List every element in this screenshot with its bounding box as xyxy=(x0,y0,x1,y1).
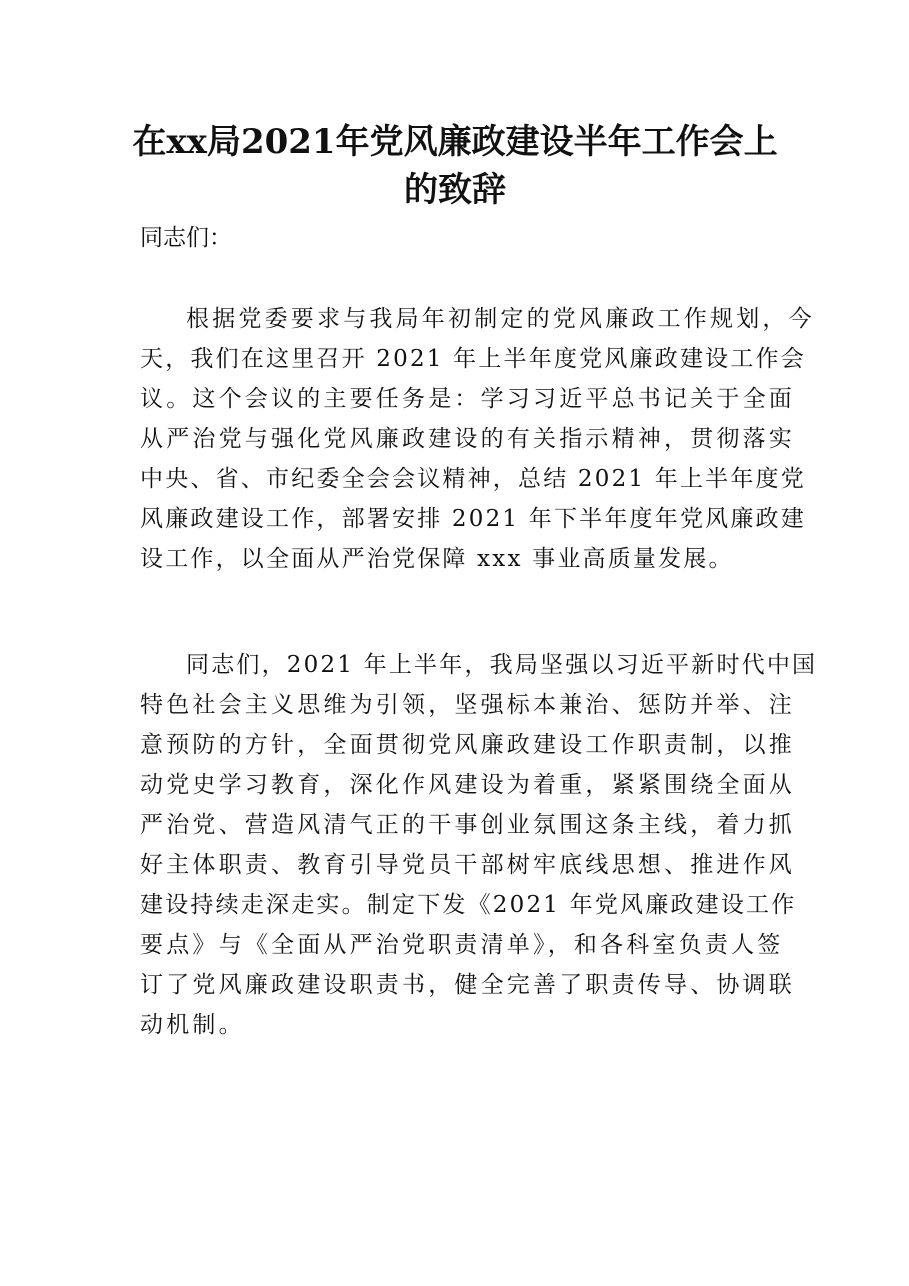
paragraph-line: 根据党委要求与我局年初制定的党风廉政工作规划，今 xyxy=(186,306,815,332)
paragraph-line: 好主体职责、教育引导党员干部树牢底线思想、推进作风 xyxy=(140,852,795,878)
paragraph-line: 设工作，以全面从严治党保障 xxx 事业高质量发展。 xyxy=(140,546,734,572)
paragraph-line: 动机制。 xyxy=(140,1012,245,1038)
paragraph-line: 严治党、营造风清气正的干事创业氛围这条主线，着力抓 xyxy=(140,812,795,838)
paragraph-1 xyxy=(140,299,815,579)
salutation: 同志们： xyxy=(140,225,232,251)
paragraph-line: 特色社会主义思维为引领，坚强标本兼治、惩防并举、注 xyxy=(140,692,795,718)
title-line-2: 的致辞 xyxy=(404,170,506,210)
paragraph-line: 天，我们在这里召开 2021 年上半年度党风廉政建设工作会 xyxy=(140,346,806,372)
paragraph-line: 订了党风廉政建设职责书，健全完善了职责传导、协调联 xyxy=(140,972,795,998)
paragraph-line: 从严治党与强化党风廉政建设的有关指示精神，贯彻落实 xyxy=(140,426,795,452)
paragraph-line: 要点》与《全面从严治党职责清单》，和各科室负责人签 xyxy=(140,932,784,958)
paragraph-line: 风廉政建设工作，部署安排 2021 年下半年度年党风廉政建 xyxy=(140,506,806,532)
paragraph-line: 中央、省、市纪委全会会议精神，总结 2021 年上半年度党 xyxy=(140,466,806,492)
paragraph-line: 动党史学习教育，深化作风建设为着重，紧紧围绕全面从 xyxy=(140,772,795,798)
paragraph-2 xyxy=(140,645,817,1045)
paragraph-line: 同志们，2021 年上半年，我局坚强以习近平新时代中国 xyxy=(186,652,818,678)
document-title xyxy=(120,118,790,214)
paragraph-line: 建设持续走深走实。制定下发《2021 年党风廉政建设工作 xyxy=(140,892,797,918)
title-line-1: 在xx局2021年党风廉政建设半年工作会上 xyxy=(132,122,778,162)
paragraph-line: 议。这个会议的主要任务是：学习习近平总书记关于全面 xyxy=(140,386,795,412)
paragraph-line: 意预防的方针，全面贯彻党风廉政建设工作职责制，以推 xyxy=(140,732,795,758)
